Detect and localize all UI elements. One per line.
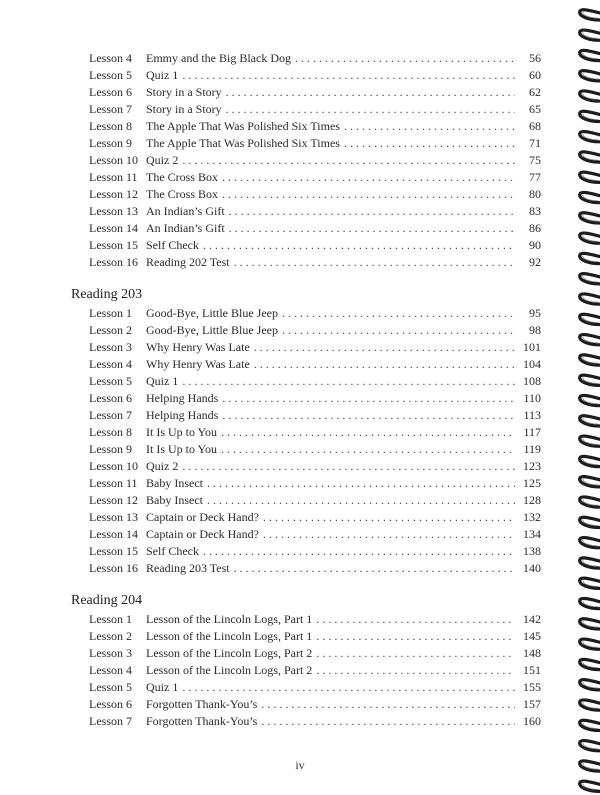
- spiral-coil: [580, 436, 600, 446]
- spiral-coil: [580, 477, 600, 487]
- spiral-coil: [580, 781, 600, 791]
- dot-leader: [234, 560, 515, 577]
- spiral-binding: [574, 0, 600, 795]
- spiral-coil: [580, 375, 600, 385]
- lesson-number: Lesson 6: [89, 697, 132, 711]
- toc-row: [89, 458, 541, 475]
- dot-leader: [182, 152, 515, 169]
- lesson-number: Lesson 9: [89, 136, 132, 150]
- lesson-title: Baby Insect: [146, 476, 203, 490]
- spiral-coil: [580, 741, 600, 751]
- lesson-page-number: 108: [523, 374, 541, 388]
- toc-row: [89, 611, 541, 628]
- lesson-page-number: 86: [529, 221, 541, 235]
- lesson-number: Lesson 8: [89, 119, 132, 133]
- toc-row: [89, 373, 541, 390]
- dot-leader: [226, 101, 515, 118]
- toc-row: [89, 67, 541, 84]
- lesson-page-number: 68: [529, 119, 541, 133]
- spiral-coil: [580, 395, 600, 405]
- lesson-number: Lesson 4: [89, 663, 132, 677]
- lesson-number: Lesson 7: [89, 714, 132, 728]
- lesson-number: Lesson 12: [89, 493, 138, 507]
- spiral-coil: [580, 355, 600, 365]
- lesson-title: Quiz 1: [146, 68, 179, 82]
- lesson-page-number: 83: [529, 204, 541, 218]
- lesson-number: Lesson 11: [89, 170, 138, 184]
- lesson-number: Lesson 5: [89, 374, 132, 388]
- spiral-coil: [580, 274, 600, 284]
- lesson-number: Lesson 8: [89, 425, 132, 439]
- dot-leader: [221, 441, 515, 458]
- table-of-contents: [71, 50, 541, 730]
- toc-row: [89, 84, 541, 101]
- spiral-coil: [580, 497, 600, 507]
- spiral-coil: [580, 558, 600, 568]
- lesson-number: Lesson 16: [89, 561, 138, 575]
- toc-row: [89, 628, 541, 645]
- lesson-number: Lesson 12: [89, 187, 138, 201]
- lesson-page-number: 140: [523, 561, 541, 575]
- lesson-number: Lesson 7: [89, 102, 132, 116]
- lesson-page-number: 142: [523, 612, 541, 626]
- dot-leader: [222, 169, 515, 186]
- lesson-page-number: 77: [529, 170, 541, 184]
- lesson-title: It Is Up to You: [146, 425, 218, 439]
- lesson-number: Lesson 14: [89, 221, 138, 235]
- lesson-title: Good-Bye, Little Blue Jeep: [146, 323, 278, 337]
- toc-row: [89, 679, 541, 696]
- toc-row: [89, 543, 541, 560]
- lesson-title: The Cross Box: [146, 170, 218, 184]
- lesson-page-number: 92: [529, 255, 541, 269]
- lesson-title: Reading 202 Test: [146, 255, 230, 269]
- lesson-page-number: 123: [523, 459, 541, 473]
- dot-leader: [203, 543, 515, 560]
- lesson-title: The Apple That Was Polished Six Times: [146, 136, 340, 150]
- lesson-number: Lesson 10: [89, 153, 138, 167]
- lesson-number: Lesson 5: [89, 680, 132, 694]
- lesson-page-number: 71: [529, 136, 541, 150]
- lesson-title: Story in a Story: [146, 85, 222, 99]
- lesson-number: Lesson 16: [89, 255, 138, 269]
- lesson-page-number: 148: [523, 646, 541, 660]
- spiral-coil: [580, 111, 600, 121]
- dot-leader: [229, 220, 515, 237]
- lesson-title: Lesson of the Lincoln Logs, Part 2: [146, 663, 313, 677]
- lesson-title: Lesson of the Lincoln Logs, Part 2: [146, 646, 313, 660]
- lesson-number: Lesson 10: [89, 459, 138, 473]
- dot-leader: [261, 696, 515, 713]
- dot-leader: [263, 509, 515, 526]
- dot-leader: [295, 50, 515, 67]
- lesson-title: The Apple That Was Polished Six Times: [146, 119, 340, 133]
- lesson-number: Lesson 6: [89, 391, 132, 405]
- toc-row: [89, 254, 541, 271]
- lesson-title: Self Check: [146, 238, 199, 252]
- page-number: iv: [295, 758, 305, 772]
- lesson-number: Lesson 11: [89, 476, 138, 490]
- dot-leader: [261, 713, 515, 730]
- dot-leader: [254, 356, 515, 373]
- lesson-page-number: 65: [529, 102, 541, 116]
- lesson-number: Lesson 13: [89, 510, 138, 524]
- dot-leader: [282, 322, 515, 339]
- dot-leader: [316, 611, 515, 628]
- lesson-page-number: 60: [529, 68, 541, 82]
- lesson-number: Lesson 13: [89, 204, 138, 218]
- lesson-page-number: 75: [529, 153, 541, 167]
- dot-leader: [182, 458, 515, 475]
- lesson-page-number: 90: [529, 238, 541, 252]
- spiral-coil: [580, 659, 600, 669]
- spiral-coil: [580, 761, 600, 771]
- toc-row: [89, 237, 541, 254]
- spiral-coil: [580, 10, 600, 20]
- dot-leader: [316, 628, 515, 645]
- lesson-number: Lesson 5: [89, 68, 132, 82]
- lesson-number: Lesson 2: [89, 629, 132, 643]
- toc-row: [89, 424, 541, 441]
- toc-row: [89, 492, 541, 509]
- toc-row: [89, 203, 541, 220]
- toc-row: [89, 339, 541, 356]
- spiral-coil: [580, 538, 600, 548]
- dot-leader: [207, 492, 515, 509]
- dot-leader: [222, 407, 515, 424]
- lesson-title: Helping Hands: [146, 408, 219, 422]
- toc-row: [89, 645, 541, 662]
- spiral-coil: [580, 335, 600, 345]
- toc-row: [89, 407, 541, 424]
- lesson-page-number: 62: [529, 85, 541, 99]
- lesson-page-number: 101: [523, 340, 541, 354]
- dot-leader: [263, 526, 515, 543]
- dot-leader: [229, 203, 515, 220]
- spiral-coil: [580, 598, 600, 608]
- dot-leader: [316, 662, 515, 679]
- spiral-coil: [580, 578, 600, 588]
- lesson-title: An Indian’s Gift: [146, 221, 225, 235]
- toc-row: [89, 509, 541, 526]
- lesson-page-number: 128: [523, 493, 541, 507]
- toc-row: [89, 152, 541, 169]
- dot-leader: [203, 237, 515, 254]
- lesson-page-number: 104: [523, 357, 541, 371]
- lesson-number: Lesson 1: [89, 306, 132, 320]
- toc-row: [89, 186, 541, 203]
- toc-row: [89, 101, 541, 118]
- dot-leader: [222, 390, 515, 407]
- lesson-page-number: 98: [529, 323, 541, 337]
- spiral-coil: [580, 233, 600, 243]
- dot-leader: [234, 254, 515, 271]
- spiral-coil: [580, 700, 600, 710]
- lesson-page-number: 134: [523, 527, 541, 541]
- lesson-title: Why Henry Was Late: [146, 340, 250, 354]
- spiral-coil: [580, 619, 600, 629]
- lesson-number: Lesson 15: [89, 544, 138, 558]
- spiral-coil: [580, 517, 600, 527]
- lesson-page-number: 138: [523, 544, 541, 558]
- lesson-title: Lesson of the Lincoln Logs, Part 1: [146, 612, 313, 626]
- lesson-title: The Cross Box: [146, 187, 218, 201]
- lesson-page-number: 132: [523, 510, 541, 524]
- lesson-title: Quiz 1: [146, 680, 179, 694]
- lesson-title: Why Henry Was Late: [146, 357, 250, 371]
- spiral-coil: [580, 152, 600, 162]
- lesson-page-number: 56: [529, 51, 541, 65]
- lesson-number: Lesson 6: [89, 85, 132, 99]
- lesson-title: Captain or Deck Hand?: [146, 527, 259, 541]
- toc-row: [89, 475, 541, 492]
- dot-leader: [254, 339, 515, 356]
- dot-leader: [182, 679, 515, 696]
- lesson-number: Lesson 14: [89, 527, 138, 541]
- lesson-page-number: 160: [523, 714, 541, 728]
- lesson-title: Good-Bye, Little Blue Jeep: [146, 306, 278, 320]
- lesson-title: Quiz 2: [146, 153, 179, 167]
- dot-leader: [207, 475, 515, 492]
- lesson-page-number: 151: [523, 663, 541, 677]
- lesson-title: Baby Insect: [146, 493, 203, 507]
- lesson-page-number: 125: [523, 476, 541, 490]
- dot-leader: [344, 118, 515, 135]
- lesson-title: An Indian’s Gift: [146, 204, 225, 218]
- spiral-coil: [580, 213, 600, 223]
- toc-row: [89, 169, 541, 186]
- lesson-number: Lesson 2: [89, 323, 132, 337]
- lesson-title: Story in a Story: [146, 102, 222, 116]
- toc-row: [89, 662, 541, 679]
- lesson-number: Lesson 3: [89, 340, 132, 354]
- lesson-page-number: 117: [523, 425, 541, 439]
- spiral-coil: [580, 192, 600, 202]
- toc-row: [89, 526, 541, 543]
- lesson-number: Lesson 1: [89, 612, 132, 626]
- section-heading: Reading 203: [71, 287, 143, 302]
- spiral-coil: [580, 172, 600, 182]
- lesson-page-number: 119: [523, 442, 541, 456]
- lesson-title: Self Check: [146, 544, 199, 558]
- lesson-page-number: 110: [523, 391, 541, 405]
- toc-row: [89, 560, 541, 577]
- spiral-coil: [580, 30, 600, 40]
- spiral-coil: [580, 639, 600, 649]
- toc-row: [89, 118, 541, 135]
- dot-leader: [221, 424, 515, 441]
- lesson-title: Helping Hands: [146, 391, 219, 405]
- spiral-coil: [580, 253, 600, 263]
- spiral-coil: [580, 132, 600, 142]
- dot-leader: [182, 67, 515, 84]
- lesson-title: Forgotten Thank-You’s: [146, 697, 258, 711]
- spiral-coil: [580, 91, 600, 101]
- toc-row: [89, 50, 541, 67]
- lesson-number: Lesson 7: [89, 408, 132, 422]
- lesson-page-number: 155: [523, 680, 541, 694]
- lesson-title: Forgotten Thank-You’s: [146, 714, 258, 728]
- section-heading: Reading 204: [71, 593, 143, 608]
- dot-leader: [344, 135, 515, 152]
- spiral-coil: [580, 720, 600, 730]
- toc-row: [89, 390, 541, 407]
- dot-leader: [316, 645, 515, 662]
- toc-row: [89, 441, 541, 458]
- lesson-number: Lesson 15: [89, 238, 138, 252]
- spiral-coil: [580, 456, 600, 466]
- spiral-coil: [580, 71, 600, 81]
- dot-leader: [282, 305, 515, 322]
- lesson-title: Quiz 1: [146, 374, 179, 388]
- toc-row: [89, 356, 541, 373]
- toc-row: [89, 713, 541, 730]
- lesson-page-number: 145: [523, 629, 541, 643]
- spiral-coil: [580, 294, 600, 304]
- toc-row: [89, 220, 541, 237]
- lesson-page-number: 80: [529, 187, 541, 201]
- lesson-number: Lesson 4: [89, 51, 132, 65]
- lesson-title: Emmy and the Big Black Dog: [146, 51, 291, 65]
- toc-row: [89, 696, 541, 713]
- toc-row: [89, 305, 541, 322]
- spiral-coil: [580, 416, 600, 426]
- dot-leader: [222, 186, 515, 203]
- lesson-number: Lesson 3: [89, 646, 132, 660]
- lesson-page-number: 113: [523, 408, 541, 422]
- lesson-title: Captain or Deck Hand?: [146, 510, 259, 524]
- spiral-coil: [580, 50, 600, 60]
- lesson-title: Quiz 2: [146, 459, 179, 473]
- toc-row: [89, 135, 541, 152]
- lesson-number: Lesson 4: [89, 357, 132, 371]
- lesson-number: Lesson 9: [89, 442, 132, 456]
- lesson-page-number: 157: [523, 697, 541, 711]
- dot-leader: [226, 84, 515, 101]
- lesson-title: Reading 203 Test: [146, 561, 230, 575]
- spiral-coil: [580, 314, 600, 324]
- toc-row: [89, 322, 541, 339]
- lesson-title: It Is Up to You: [146, 442, 218, 456]
- lesson-page-number: 95: [529, 306, 541, 320]
- dot-leader: [182, 373, 515, 390]
- lesson-title: Lesson of the Lincoln Logs, Part 1: [146, 629, 313, 643]
- spiral-coil: [580, 680, 600, 690]
